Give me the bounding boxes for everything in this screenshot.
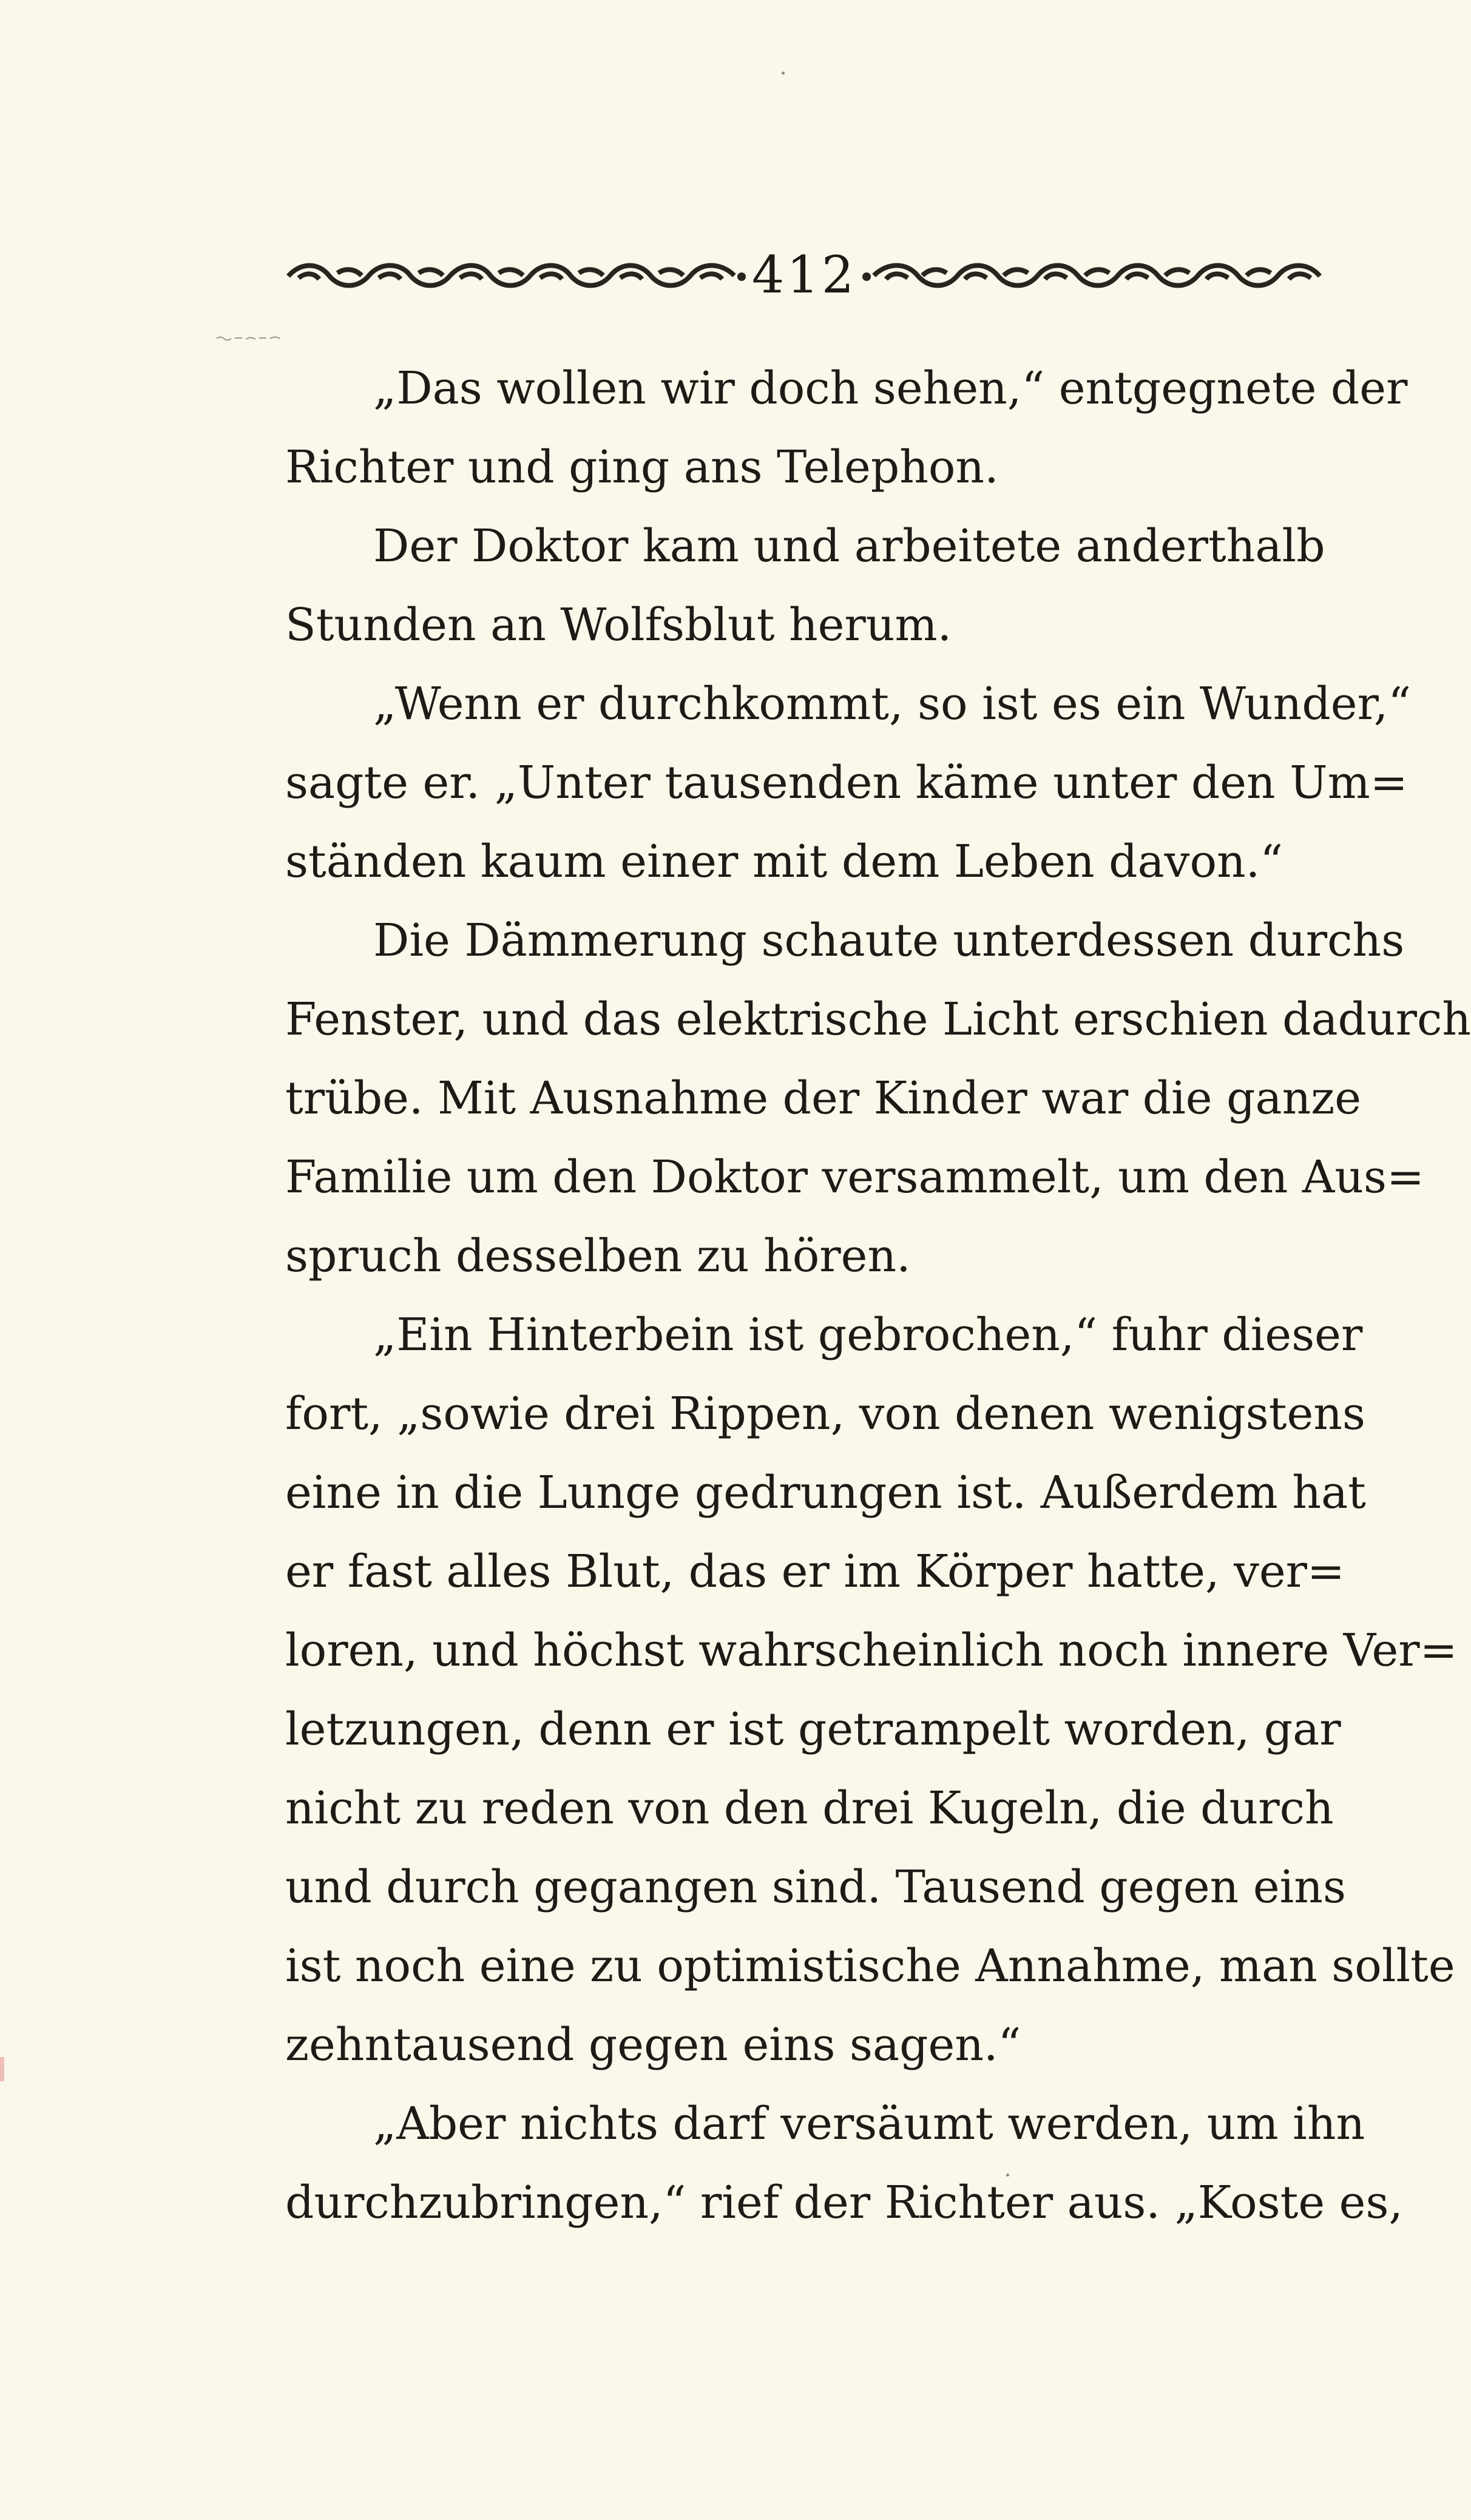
page-edge-mark bbox=[0, 2057, 4, 2081]
text-line: eine in die Lunge gedrungen ist. Außerdem hat bbox=[285, 1467, 1366, 1519]
text-line: ständen kaum einer mit dem Leben davon.“ bbox=[285, 836, 1283, 888]
text-line: er fast alles Blut, das er im Körper hatte, ver= bbox=[285, 1545, 1345, 1598]
text-line: spruch desselben zu hören. bbox=[285, 1230, 911, 1282]
text-line: Stunden an Wolfsblut herum. bbox=[285, 599, 952, 651]
text-line: „Wenn er durchkommt, so ist es ein Wunder,“ bbox=[373, 678, 1412, 730]
text-line: fort, „sowie drei Rippen, von denen wenigstens bbox=[285, 1388, 1365, 1440]
text-line: nicht zu reden von den drei Kugeln, die durch bbox=[285, 1782, 1334, 1834]
text-line: trübe. Mit Ausnahme der Kinder war die ganze bbox=[285, 1072, 1362, 1124]
page-number: 412 bbox=[751, 245, 857, 305]
right-flourish-ornament bbox=[862, 255, 1323, 297]
page-body-text bbox=[285, 349, 1471, 2242]
text-line: Richter und ging ans Telephon. bbox=[285, 441, 999, 493]
text-line: ist noch eine zu optimistische Annahme, man sollte bbox=[285, 1940, 1455, 1992]
text-line: letzungen, denn er ist getrampelt worden, gar bbox=[285, 1703, 1341, 1755]
text-line: loren, und höchst wahrscheinlich noch innere Ver= bbox=[285, 1624, 1458, 1677]
text-line: sagte er. „Unter tausenden käme unter den Um= bbox=[285, 757, 1408, 809]
text-line: Familie um den Doktor versammelt, um den Aus= bbox=[285, 1151, 1424, 1203]
text-line: Die Dämmerung schaute unterdessen durchs bbox=[373, 914, 1405, 967]
text-line: zehntausend gegen eins sagen.“ bbox=[285, 2019, 1021, 2071]
text-line: „Das wollen wir doch sehen,“ entgegnete der bbox=[373, 362, 1408, 414]
page-header bbox=[285, 243, 1323, 309]
text-line: Der Doktor kam und arbeitete anderthalb bbox=[373, 520, 1325, 572]
text-line: Fenster, und das elektrische Licht erschien dadurch bbox=[285, 993, 1471, 1045]
text-line: durchzubringen,“ rief der Richter aus. „Koste es, bbox=[285, 2177, 1403, 2229]
text-line: „Ein Hinterbein ist gebrochen,“ fuhr dieser bbox=[373, 1309, 1363, 1361]
paper-speck bbox=[782, 72, 785, 75]
text-line: und durch gegangen sind. Tausend gegen eins bbox=[285, 1861, 1346, 1913]
library-stamp-mark bbox=[215, 335, 282, 342]
text-line: „Aber nichts darf versäumt werden, um ihn bbox=[373, 2098, 1365, 2150]
